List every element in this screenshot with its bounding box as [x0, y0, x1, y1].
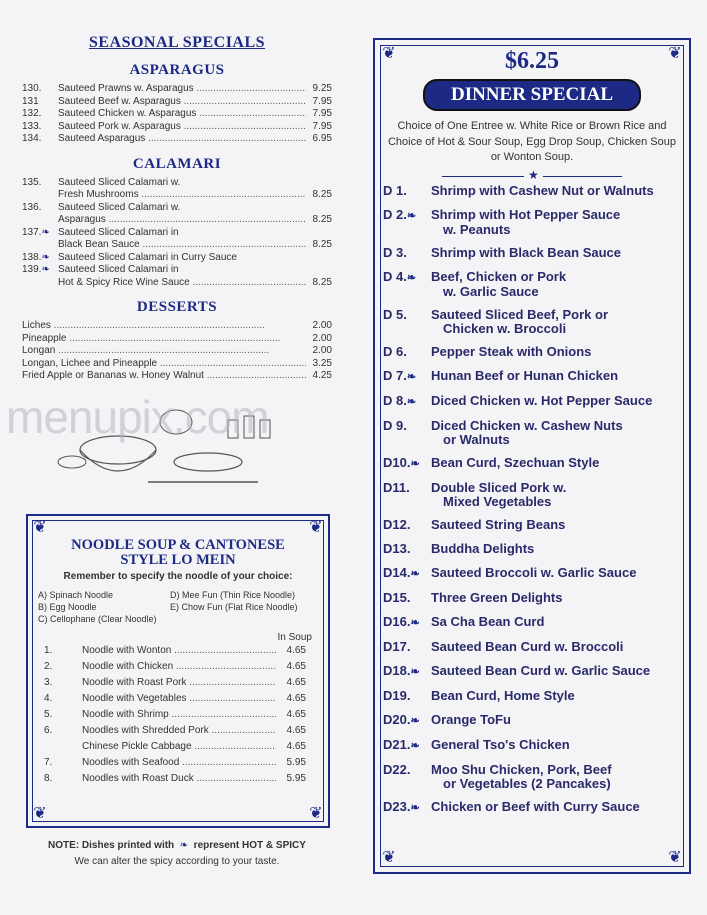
item-code: D 2.❧ — [383, 206, 417, 222]
seasonal-specials-section — [22, 34, 332, 383]
noodle-option: E) Chow Fun (Flat Rice Noodle) — [170, 602, 298, 612]
dinner-item-row-cont — [383, 777, 689, 792]
item-name: Sauteed Broccoli w. Garlic Sauce — [431, 564, 637, 580]
dinner-item — [375, 369, 689, 385]
calamari-title: CALAMARI — [132, 155, 222, 172]
item-code: D21.❧ — [383, 736, 420, 752]
dinner-item — [375, 591, 689, 606]
item-name-cont: or Walnuts — [443, 432, 510, 447]
hot-pepper-icon: ❧ — [41, 264, 50, 275]
dinner-item-row — [383, 518, 689, 533]
dessert-name: Liches ..... — [22, 320, 306, 333]
item-code-spacer — [383, 285, 431, 300]
item-price: 8.25 — [312, 214, 332, 225]
item-number: 132. — [22, 108, 42, 119]
item-code: D15. — [383, 589, 411, 605]
item-code: D 6. — [383, 343, 407, 359]
dinner-price: $6.25 — [505, 48, 559, 74]
corner-ornament-icon: ❦ — [33, 519, 47, 536]
dinner-item — [375, 394, 689, 410]
lomein-title-line1: NOODLE SOUP & CANTONESE — [71, 537, 285, 553]
dinner-item — [375, 566, 689, 582]
dessert-price: 2.00 — [312, 320, 332, 331]
dessert-list — [22, 320, 332, 383]
hot-pepper-icon: ❧ — [176, 840, 191, 851]
dinner-item-row — [383, 615, 689, 631]
dinner-item-row — [383, 394, 689, 410]
item-number: 131 — [22, 95, 39, 107]
dinner-item — [375, 800, 689, 816]
dinner-special-banner: DINNER SPECIAL — [423, 79, 641, 111]
hot-pepper-icon: ❧ — [406, 271, 417, 284]
dinner-item-row — [383, 800, 689, 816]
hot-pepper-icon: ❧ — [410, 739, 420, 752]
dessert-row — [22, 345, 332, 358]
dinner-item — [375, 345, 689, 360]
item-number: 139.❧ — [22, 264, 50, 275]
item-name-cont: Asparagus ..... — [58, 214, 306, 227]
dessert-name: Pineapple ..... — [22, 333, 306, 346]
item-code-spacer — [383, 433, 431, 448]
dinner-special-box — [373, 38, 691, 874]
item-number: 138.❧ — [22, 251, 50, 263]
dinner-item-row-cont — [383, 433, 689, 448]
item-price: 5.95 — [286, 773, 306, 784]
item-name: Sauteed Prawns w. Asparagus ..... — [58, 83, 306, 96]
dinner-item — [375, 542, 689, 557]
dinner-item — [375, 308, 689, 337]
item-number: 1. — [44, 645, 53, 656]
corner-ornament-icon: ❦ — [668, 849, 682, 866]
item-number: 8. — [44, 773, 53, 784]
item-price: 8.25 — [312, 239, 332, 250]
dinner-item-row — [383, 345, 689, 360]
dinner-item-row — [383, 640, 689, 655]
item-price: 6.95 — [312, 133, 332, 144]
dinner-item-row — [383, 566, 689, 582]
corner-ornament-icon: ❦ — [33, 805, 47, 822]
item-code: D17. — [383, 638, 411, 654]
item-code-spacer — [383, 777, 431, 792]
dinner-item-row — [383, 738, 689, 754]
dinner-item — [375, 270, 689, 300]
item-name: Orange ToFu — [431, 711, 511, 727]
item-code: D 9. — [383, 417, 407, 433]
item-code: D14.❧ — [383, 564, 420, 580]
item-number: 4. — [44, 693, 53, 704]
item-price: 4.65 — [286, 677, 306, 688]
item-name: Shrimp with Hot Pepper Sauce — [431, 206, 621, 222]
menu-item-row — [22, 252, 332, 265]
item-name: Shrimp with Black Bean Sauce — [431, 244, 622, 260]
item-number: 2. — [44, 661, 53, 672]
menu-item-row-cont — [22, 189, 332, 202]
item-price: 4.65 — [286, 709, 306, 720]
hot-pepper-icon: ❧ — [410, 801, 420, 814]
menu-item-row — [22, 108, 332, 121]
hot-pepper-icon: ❧ — [410, 567, 420, 580]
dinner-item-row-cont — [383, 322, 689, 337]
corner-ornament-icon: ❦ — [309, 519, 323, 536]
item-name: Sauteed Bean Curd w. Broccoli — [431, 638, 624, 654]
item-code: D 4.❧ — [383, 268, 417, 284]
item-name: Sauteed Bean Curd w. Garlic Sauce — [431, 662, 651, 678]
item-name: Noodles with Shredded Pork ..... — [82, 723, 276, 739]
menu-item-row — [22, 202, 332, 215]
item-name: Noodle with Wonton ..... — [82, 643, 276, 659]
item-number: 137.❧ — [22, 226, 50, 238]
corner-ornament-icon: ❦ — [382, 849, 396, 866]
dinner-item — [375, 184, 689, 199]
item-name: Sauteed Beef w. Asparagus ..... — [58, 96, 306, 109]
item-name: General Tso's Chicken — [431, 736, 570, 752]
hot-pepper-icon: ❧ — [41, 251, 50, 263]
item-code: D22. — [383, 761, 411, 777]
item-name-cont: w. Garlic Sauce — [443, 284, 539, 299]
menu-item-row — [22, 133, 332, 146]
item-price: 4.65 — [286, 661, 306, 672]
item-name: Noodles with Roast Duck ..... — [82, 771, 276, 787]
dinner-item — [375, 738, 689, 754]
item-name: Chinese Pickle Cabbage ..... — [82, 739, 276, 755]
hot-pepper-icon: ❧ — [410, 714, 420, 727]
dinner-item-row — [383, 481, 689, 496]
item-name: Pepper Steak with Onions — [431, 343, 592, 359]
hot-pepper-icon: ❧ — [406, 395, 417, 408]
menu-item-row — [22, 121, 332, 134]
noodle-reminder: Remember to specify the noodle of your choice: — [63, 571, 293, 582]
menu-item-row-cont — [22, 277, 332, 290]
corner-ornament-icon: ❦ — [309, 805, 323, 822]
dessert-price: 4.25 — [312, 370, 332, 381]
noodle-box-border — [32, 520, 324, 822]
in-soup-header: In Soup — [277, 632, 312, 643]
item-code-spacer — [383, 495, 431, 510]
dessert-price: 2.00 — [312, 345, 332, 356]
divider — [442, 167, 622, 182]
item-name: Shrimp with Cashew Nut or Walnuts — [431, 182, 654, 198]
dessert-row — [22, 333, 332, 346]
dinner-list — [375, 184, 689, 816]
item-number: 130. — [22, 83, 42, 94]
dinner-item-row-cont — [383, 285, 689, 300]
noodle-soup-box — [26, 514, 330, 828]
menu-item-row — [22, 96, 332, 109]
asparagus-title: ASPARAGUS — [129, 62, 225, 78]
dinner-item — [375, 481, 689, 510]
dessert-row — [22, 320, 332, 333]
item-code: D 1. — [383, 182, 407, 198]
dinner-item-row — [383, 542, 689, 557]
item-name: Diced Chicken w. Hot Pepper Sauce — [431, 392, 653, 408]
item-code: D12. — [383, 516, 411, 532]
dinner-item-row — [383, 689, 689, 704]
corner-ornament-icon: ❦ — [668, 45, 682, 62]
menu-item-row — [22, 264, 332, 277]
item-name-cont: Mixed Vegetables — [443, 494, 552, 509]
item-price: 4.65 — [286, 725, 306, 736]
item-code: D18.❧ — [383, 662, 420, 678]
item-code: D 5. — [383, 306, 407, 322]
item-name: Noodle with Chicken ..... — [82, 659, 276, 675]
dinner-item — [375, 713, 689, 729]
dessert-name: Longan, Lichee and Pineapple ..... — [22, 358, 306, 371]
item-number: 3. — [44, 677, 53, 688]
item-name: Sauteed Sliced Calamari in — [58, 226, 179, 238]
hot-pepper-icon: ❧ — [410, 616, 420, 629]
item-name: Bean Curd, Home Style — [431, 687, 575, 703]
item-code-spacer — [383, 322, 431, 337]
asparagus-list — [22, 83, 332, 146]
item-number: 7. — [44, 757, 53, 768]
item-code: D 8.❧ — [383, 392, 417, 408]
item-code: D10.❧ — [383, 454, 420, 470]
noodle-option: C) Cellophane (Clear Noodle) — [38, 614, 157, 624]
item-name: Noodle with Roast Pork ..... — [82, 675, 276, 691]
dinner-item-row — [383, 456, 689, 472]
item-name: Three Green Delights — [431, 589, 563, 605]
item-name: Noodle with Shrimp ..... — [82, 707, 276, 723]
item-name: Sauteed Sliced Calamari w. — [58, 176, 181, 188]
item-number: 135. — [22, 176, 42, 188]
dessert-name: Longan ..... — [22, 345, 306, 358]
dinner-choice-text: Choice of One Entree w. White Rice or Brown Rice and Choice of Hot & Sour Soup, Egg Drop Soup, Chicken Soup or Wonton Soup. — [387, 120, 676, 163]
menu-item-row — [22, 227, 332, 240]
item-name-cont: Hot & Spicy Rice Wine Sauce ..... — [58, 277, 306, 290]
note-text-b: represent HOT & SPICY — [193, 840, 306, 851]
item-name: Sauteed Sliced Calamari w. — [58, 201, 181, 213]
dinner-item — [375, 419, 689, 448]
dinner-item-row — [383, 270, 689, 286]
item-name: Sauteed Sliced Beef, Pork or — [431, 306, 609, 322]
item-name: Noodles with Seafood ..... — [82, 755, 276, 771]
item-number: 134. — [22, 133, 42, 144]
dinner-item-row-cont — [383, 223, 689, 238]
item-name: Sauteed Sliced Calamari in — [58, 264, 179, 275]
dinner-item-row — [383, 184, 689, 199]
item-code: D16.❧ — [383, 613, 420, 629]
item-name: Sauteed Sliced Calamari in Curry Sauce — [58, 251, 237, 263]
item-price: 7.95 — [312, 95, 332, 107]
item-code: D 3. — [383, 244, 407, 260]
item-price: 7.95 — [312, 108, 332, 119]
dinner-item-row — [383, 246, 689, 261]
item-name: Sauteed String Beans — [431, 516, 566, 532]
item-number: 136. — [22, 201, 42, 213]
seasonal-title: SEASONAL SPECIALS — [88, 34, 266, 51]
hot-pepper-icon: ❧ — [41, 226, 50, 238]
dessert-price: 3.25 — [312, 357, 332, 369]
desserts-title: DESSERTS — [136, 299, 218, 315]
item-name: Diced Chicken w. Cashew Nuts — [431, 417, 623, 433]
hot-pepper-icon: ❧ — [406, 370, 417, 383]
hot-pepper-icon: ❧ — [410, 665, 420, 678]
calamari-list — [22, 177, 332, 290]
item-code: D23.❧ — [383, 798, 420, 814]
dessert-price: 2.00 — [312, 332, 332, 344]
item-name: Hunan Beef or Hunan Chicken — [431, 367, 619, 383]
noodle-option: B) Egg Noodle — [38, 602, 97, 612]
item-name: Sa Cha Bean Curd — [431, 613, 545, 629]
dessert-name: Fried Apple or Bananas w. Honey Walnut ..... — [22, 370, 306, 383]
item-code: D 7.❧ — [383, 367, 417, 383]
item-name-cont: w. Peanuts — [443, 222, 511, 237]
item-name-cont: Fresh Mushrooms ..... — [58, 189, 306, 202]
item-name: Sauteed Chicken w. Asparagus ..... — [58, 108, 306, 121]
item-name: Buddha Delights — [431, 540, 535, 556]
hot-pepper-icon: ❧ — [406, 209, 417, 222]
dinner-item — [375, 763, 689, 792]
dinner-item-row — [383, 713, 689, 729]
item-name-cont: Chicken w. Broccoli — [443, 321, 567, 336]
hot-spicy-note — [22, 838, 332, 870]
dinner-item-row — [383, 369, 689, 385]
item-code: D11. — [383, 479, 410, 495]
item-number: 5. — [44, 709, 53, 720]
item-price: 4.65 — [286, 741, 306, 752]
item-name: Double Sliced Pork w. — [431, 479, 567, 495]
dinner-item-row-cont — [383, 495, 689, 510]
dinner-item — [375, 615, 689, 631]
item-price: 8.25 — [312, 189, 332, 200]
item-name: Sauteed Pork w. Asparagus ..... — [58, 121, 306, 134]
item-name: Beef, Chicken or Pork — [431, 268, 567, 284]
item-code: D19. — [383, 687, 411, 703]
lomein-title-line2: STYLE LO MEIN — [120, 552, 236, 568]
item-price: 8.25 — [312, 276, 332, 288]
corner-ornament-icon: ❦ — [382, 45, 396, 62]
item-name: Moo Shu Chicken, Pork, Beef — [431, 761, 612, 777]
hot-pepper-icon: ❧ — [410, 457, 420, 470]
dinner-item — [375, 456, 689, 472]
menu-item-row-cont — [22, 239, 332, 252]
dinner-item — [375, 689, 689, 704]
dinner-item-row — [383, 308, 689, 323]
item-name-cont: Black Bean Sauce ..... — [58, 239, 306, 252]
menu-item-row — [22, 177, 332, 190]
item-name: Sauteed Asparagus ..... — [58, 133, 306, 146]
item-number: 133. — [22, 120, 42, 132]
dinner-item-row — [383, 763, 689, 778]
watermark: menupix.com — [6, 391, 269, 443]
item-name-cont: or Vegetables (2 Pancakes) — [443, 776, 611, 791]
star-icon: ★ — [524, 168, 543, 182]
dinner-item-row — [383, 591, 689, 606]
noodle-option: D) Mee Fun (Thin Rice Noodle) — [170, 590, 296, 600]
item-price: 4.65 — [286, 645, 306, 656]
item-price: 9.25 — [312, 83, 332, 94]
dinner-item — [375, 640, 689, 655]
item-price: 7.95 — [312, 120, 332, 132]
dessert-row — [22, 358, 332, 371]
dinner-item-row — [383, 664, 689, 680]
item-name: Chicken or Beef with Curry Sauce — [431, 798, 640, 814]
noodle-option: A) Spinach Noodle — [38, 590, 114, 600]
menu-item-row — [22, 83, 332, 96]
item-number: 6. — [44, 725, 53, 736]
dinner-item — [375, 518, 689, 533]
dinner-item-row — [383, 208, 689, 224]
dinner-item — [375, 664, 689, 680]
note-text-2: We can alter the spicy according to your taste. — [74, 856, 280, 867]
item-price: 4.65 — [286, 693, 306, 704]
item-code: D13. — [383, 540, 411, 556]
menu-item-row-cont — [22, 214, 332, 227]
item-name: Noodle with Vegetables ..... — [82, 691, 276, 707]
item-code: D20.❧ — [383, 711, 420, 727]
dinner-item — [375, 208, 689, 238]
note-text-a: NOTE: Dishes printed with — [48, 840, 175, 851]
dinner-item — [375, 246, 689, 261]
dessert-row — [22, 370, 332, 383]
dinner-item-row — [383, 419, 689, 434]
item-name: Bean Curd, Szechuan Style — [431, 454, 600, 470]
item-code-spacer — [383, 223, 431, 238]
item-price: 5.95 — [286, 757, 306, 768]
